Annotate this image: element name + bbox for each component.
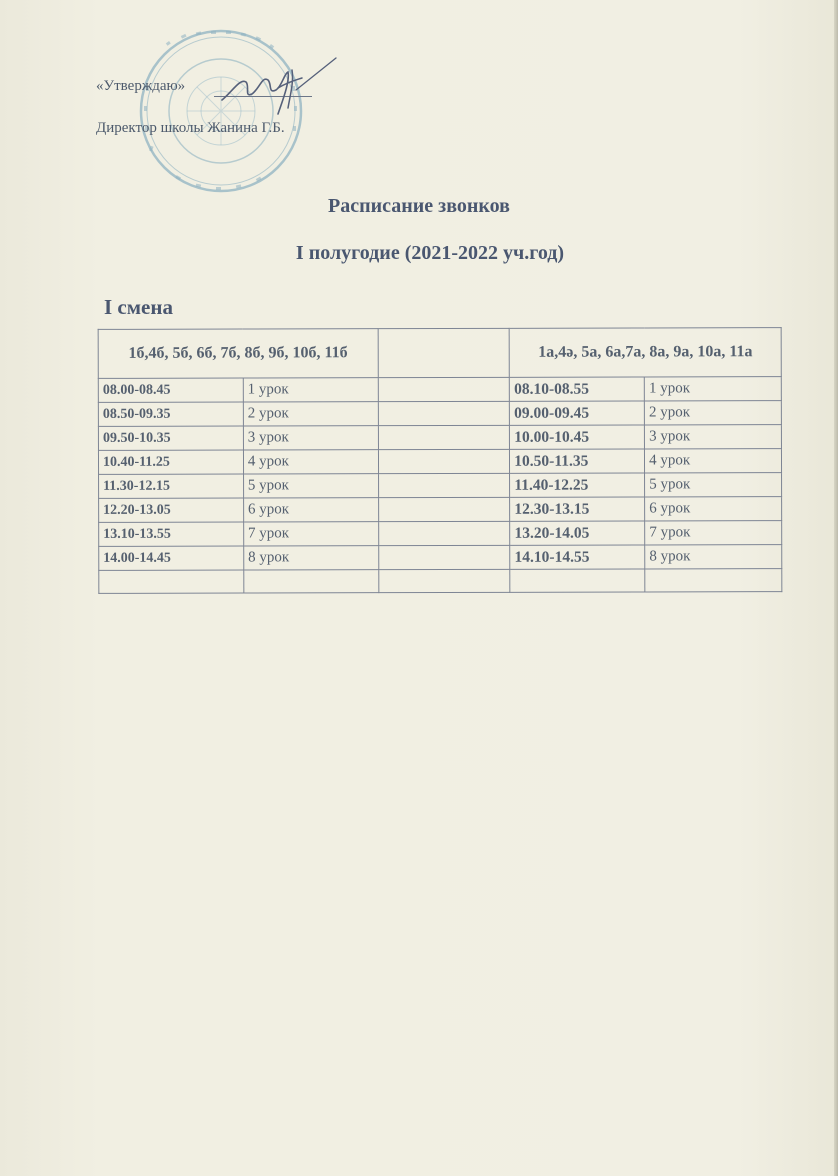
left-lesson-cell: 8 урок (244, 546, 379, 570)
table-row (98, 401, 781, 427)
right-time-cell: 11.40-12.25 (510, 473, 645, 497)
right-lesson-cell: 6 урок (645, 497, 782, 521)
spacer-cell (378, 545, 510, 569)
left-lesson-cell: 4 урок (243, 450, 378, 474)
left-time-cell: 10.40-11.25 (98, 450, 243, 474)
table-row (98, 377, 781, 403)
left-time-cell: 12.20-13.05 (99, 498, 244, 522)
header-left-classes: 1б,4б, 5б, 6б, 7б, 8б, 9б, 10б, 11б (98, 329, 378, 379)
document-title: Расписание звонков (328, 195, 510, 217)
spacer-cell (378, 521, 510, 545)
right-time-cell: 14.10-14.55 (510, 545, 645, 569)
table-row (98, 425, 781, 451)
left-lesson-cell: 5 урок (243, 474, 378, 498)
right-time-cell: 12.30-13.15 (510, 497, 645, 521)
director-label: Директор школы Жанина Г.Б. (96, 120, 285, 136)
right-lesson-cell: 4 урок (645, 449, 782, 473)
empty-cell (645, 569, 782, 592)
empty-cell (99, 570, 244, 593)
left-time-cell: 13.10-13.55 (99, 522, 244, 546)
right-time-cell: 10.50-11.35 (510, 449, 645, 473)
spacer-cell (378, 449, 510, 473)
spacer-cell (378, 473, 510, 497)
left-lesson-cell: 1 урок (243, 378, 378, 402)
spacer-cell (378, 497, 510, 521)
document-subtitle: I полугодие (2021-2022 уч.год) (295, 242, 565, 264)
right-lesson-cell: 2 урок (645, 401, 782, 425)
table-row (99, 521, 782, 547)
left-lesson-cell: 2 урок (243, 402, 378, 426)
left-time-cell: 11.30-12.15 (99, 474, 244, 498)
empty-cell (510, 569, 645, 592)
page-edge (834, 0, 838, 1176)
bell-schedule-table (98, 327, 783, 594)
right-lesson-cell: 8 урок (645, 545, 782, 569)
left-time-cell: 08.00-08.45 (98, 378, 243, 402)
left-time-cell: 14.00-14.45 (99, 546, 244, 570)
left-time-cell: 08.50-09.35 (98, 402, 243, 426)
approval-label: «Утверждаю» (96, 78, 186, 94)
table-row-empty (99, 569, 782, 594)
table-row (99, 473, 782, 499)
left-lesson-cell: 7 урок (243, 522, 378, 546)
table-row (98, 449, 781, 475)
spacer-cell (378, 425, 510, 449)
left-lesson-cell: 3 урок (243, 426, 378, 450)
right-time-cell: 08.10-08.55 (510, 377, 645, 401)
spacer-cell (378, 377, 510, 401)
right-lesson-cell: 5 урок (645, 473, 782, 497)
empty-cell (244, 570, 379, 593)
table-row (99, 497, 782, 523)
right-lesson-cell: 1 урок (644, 377, 781, 401)
table-row (99, 545, 782, 571)
header-spacer-cell (378, 328, 510, 377)
right-time-cell: 09.00-09.45 (510, 401, 645, 425)
spacer-cell (378, 401, 510, 425)
right-lesson-cell: 3 урок (645, 425, 782, 449)
table-header-row (98, 328, 781, 379)
shift-label: I смена (104, 295, 173, 319)
director-signature (218, 52, 338, 122)
right-lesson-cell: 7 урок (645, 521, 782, 545)
left-time-cell: 09.50-10.35 (98, 426, 243, 450)
right-time-cell: 10.00-10.45 (510, 425, 645, 449)
left-lesson-cell: 6 урок (243, 498, 378, 522)
header-right-classes: 1а,4ә, 5а, 6а,7а, 8а, 9а, 10а, 11а (509, 328, 781, 378)
right-time-cell: 13.20-14.05 (510, 521, 645, 545)
empty-cell (378, 569, 510, 592)
